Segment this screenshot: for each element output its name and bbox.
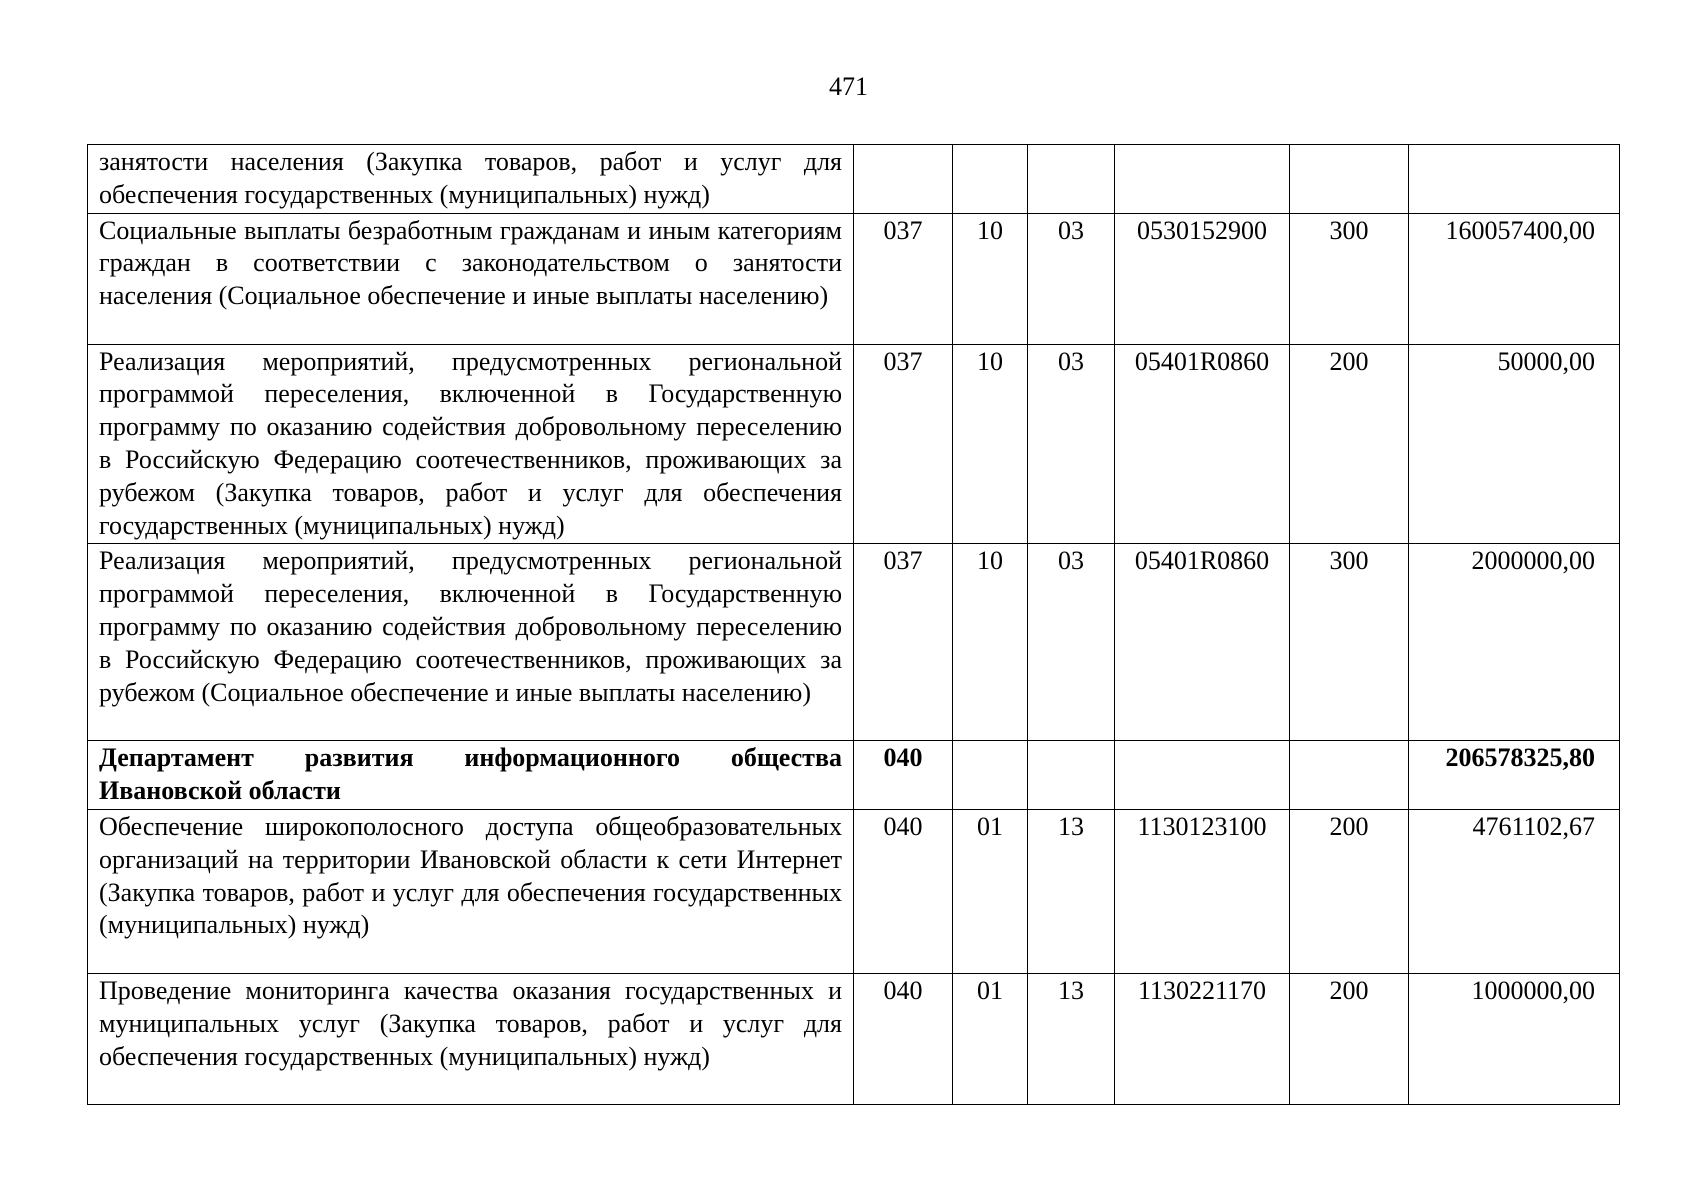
department-total-amount: 206578325,80 xyxy=(1409,741,1620,810)
row-subsection: 03 xyxy=(1028,344,1115,544)
row-description: Обеспечение широкополосного доступа общеобразовательных организаций на территории Ивановской области к сети Интернет (Закупка товаров, работ и услуг для обеспечения государственных (муниципальных) нужд) xyxy=(88,809,854,973)
row-amount: 50000,00 xyxy=(1409,344,1620,544)
row-target-article xyxy=(1115,145,1290,214)
row-expense-type: 200 xyxy=(1290,344,1409,544)
table-row xyxy=(88,973,1620,1104)
row-subsection xyxy=(1028,145,1115,214)
row-expense-type: 300 xyxy=(1290,544,1409,741)
row-subsection xyxy=(1028,741,1115,810)
row-description: занятости населения (Закупка товаров, работ и услуг для обеспечения государственных (муниципальных) нужд) xyxy=(88,145,854,214)
row-section xyxy=(953,145,1028,214)
row-expense-type: 200 xyxy=(1290,973,1409,1104)
row-description: Реализация мероприятий, предусмотренных региональной программой переселения, включенной в Государственную программу по оказанию содействия добровольному переселению в Российскую Федерацию соотечественников, проживающих за рубежом (Закупка товаров, работ и услуг для обеспечения государственных (муниципальных) нужд) xyxy=(88,344,854,544)
table-row xyxy=(88,544,1620,741)
department-name: Департамент развития информационного общества Ивановской области xyxy=(88,741,854,810)
row-section xyxy=(953,741,1028,810)
row-description: Социальные выплаты безработным гражданам и иным категориям граждан в соответствии с законодательством о занятости населения (Социальное обеспечение и иные выплаты населению) xyxy=(88,213,854,344)
row-expense-type xyxy=(1290,145,1409,214)
row-section: 10 xyxy=(953,344,1028,544)
table-row xyxy=(88,213,1620,344)
row-amount: 4761102,67 xyxy=(1409,809,1620,973)
row-target-article: 05401R0860 xyxy=(1115,544,1290,741)
row-expense-type xyxy=(1290,741,1409,810)
row-amount: 1000000,00 xyxy=(1409,973,1620,1104)
budget-table xyxy=(87,144,1620,1105)
table-row xyxy=(88,809,1620,973)
row-admin-code: 037 xyxy=(854,213,953,344)
row-section: 10 xyxy=(953,544,1028,741)
row-description: Реализация мероприятий, предусмотренных региональной программой переселения, включенной в Государственную программу по оказанию содействия добровольному переселению в Российскую Федерацию соотечественников, проживающих за рубежом (Социальное обеспечение и иные выплаты населению) xyxy=(88,544,854,741)
row-target-article: 1130123100 xyxy=(1115,809,1290,973)
row-section: 01 xyxy=(953,973,1028,1104)
row-target-article xyxy=(1115,741,1290,810)
row-subsection: 13 xyxy=(1028,809,1115,973)
row-admin-code: 040 xyxy=(854,741,953,810)
table-row xyxy=(88,145,1620,214)
row-admin-code xyxy=(854,145,953,214)
row-amount xyxy=(1409,145,1620,214)
row-admin-code: 040 xyxy=(854,809,953,973)
table-row xyxy=(88,344,1620,544)
row-section: 10 xyxy=(953,213,1028,344)
row-expense-type: 300 xyxy=(1290,213,1409,344)
row-admin-code: 040 xyxy=(854,973,953,1104)
row-admin-code: 037 xyxy=(854,344,953,544)
row-amount: 160057400,00 xyxy=(1409,213,1620,344)
row-expense-type: 200 xyxy=(1290,809,1409,973)
row-target-article: 1130221170 xyxy=(1115,973,1290,1104)
row-amount: 2000000,00 xyxy=(1409,544,1620,741)
row-admin-code: 037 xyxy=(854,544,953,741)
row-subsection: 03 xyxy=(1028,544,1115,741)
row-target-article: 0530152900 xyxy=(1115,213,1290,344)
row-description: Проведение мониторинга качества оказания государственных и муниципальных услуг (Закупка товаров, работ и услуг для обеспечения государственных (муниципальных) нужд) xyxy=(88,973,854,1104)
department-row xyxy=(88,741,1620,810)
row-subsection: 13 xyxy=(1028,973,1115,1104)
page-number: 471 xyxy=(829,72,868,101)
row-target-article: 05401R0860 xyxy=(1115,344,1290,544)
row-section: 01 xyxy=(953,809,1028,973)
row-subsection: 03 xyxy=(1028,213,1115,344)
